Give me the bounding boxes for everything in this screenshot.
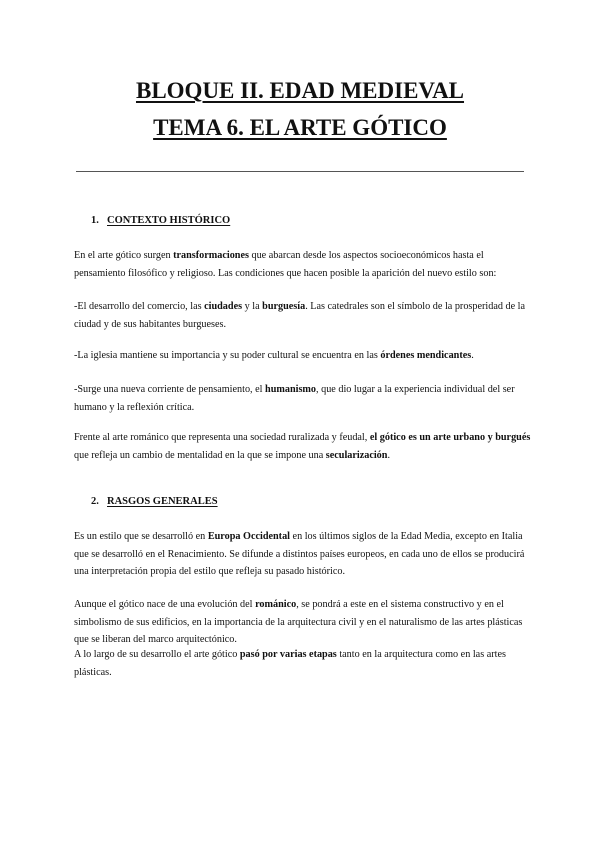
bold-term: ciudades — [204, 301, 243, 312]
bold-term: humanismo — [265, 384, 316, 395]
text-run: Frente al arte románico que representa una sociedad ruralizada y feudal, — [74, 432, 370, 443]
text-run: . — [471, 350, 474, 361]
document-title-line1: BLOQUE II. EDAD MEDIEVAL — [135, 78, 465, 103]
bold-term: románico — [255, 599, 297, 610]
paragraph — [74, 429, 534, 464]
paragraph — [74, 347, 534, 365]
bold-term: el gótico es un arte urbano y burgués — [369, 432, 531, 443]
bold-term: secularización — [325, 449, 388, 461]
text-run: que abarcan desde los aspectos socioeconómicos hasta el pensamiento filosófico y religioso. Las condiciones que hacen posible la aparición del nuevo estilo son: — [74, 250, 497, 279]
text-run: Es un estilo que se desarrolló en — [74, 531, 208, 542]
paragraph — [74, 298, 534, 333]
paragraph — [74, 528, 534, 581]
text-run: . — [387, 449, 390, 461]
text-run: tanto en la arquitectura como en las artes plásticas. — [74, 649, 506, 678]
section-title: RASGOS GENERALES — [107, 496, 218, 507]
text-run: y la — [242, 301, 263, 312]
bold-term: pasó por varias etapas — [239, 649, 337, 660]
paragraph — [74, 596, 534, 649]
bold-term: transformaciones — [173, 250, 249, 261]
text-run: -El desarrollo del comercio, las — [74, 301, 205, 312]
text-run: en los últimos siglos de la Edad Media, excepto en Italia que se desarrolló en el Renacimiento. Se difunde a distintos países europeos, en cada uno de ellos se producirá una interpretación propia del estilo que refleja su pasado histórico. — [74, 531, 525, 577]
text-run: , se pondrá a este en el sistema constructivo y en el simbolismo de sus edificios, en la importancia de la arquitectura civil y en el naturalismo de las artes plásticas que se liberan del marco arquitectónico. — [74, 599, 523, 645]
section-heading-rasgos — [91, 496, 218, 507]
section-title: CONTEXTO HISTÓRICO — [107, 215, 231, 226]
section-number: 2. — [91, 496, 99, 507]
paragraph — [74, 247, 534, 282]
text-run: Aunque el gótico nace de una evolución del — [74, 599, 256, 610]
paragraph — [74, 381, 534, 416]
document-title-line2: TEMA 6. EL ARTE GÓTICO — [153, 115, 447, 140]
title-divider — [76, 171, 524, 172]
text-run: , que dio lugar a la experiencia individual del ser humano y la reflexión crítica. — [74, 384, 515, 413]
text-run: -Surge una nueva corriente de pensamiento, el — [74, 384, 266, 395]
text-run: que refleja un cambio de mentalidad en la que se impone una — [74, 449, 326, 461]
text-run: A lo largo de su desarrollo el arte gótico — [74, 649, 240, 660]
text-run: En el arte gótico surgen — [74, 250, 174, 261]
text-run: . Las catedrales son el símbolo de la prosperidad de la ciudad y de sus habitantes burgueses. — [74, 301, 525, 330]
paragraph — [74, 646, 534, 681]
section-number: 1. — [91, 215, 99, 226]
text-run: -La iglesia mantiene su importancia y su poder cultural se encuentra en las — [74, 350, 381, 361]
section-heading-contexto — [91, 215, 230, 226]
bold-term: órdenes mendicantes — [380, 350, 472, 361]
bold-term: burguesía — [262, 301, 306, 312]
bold-term: Europa Occidental — [207, 531, 290, 542]
